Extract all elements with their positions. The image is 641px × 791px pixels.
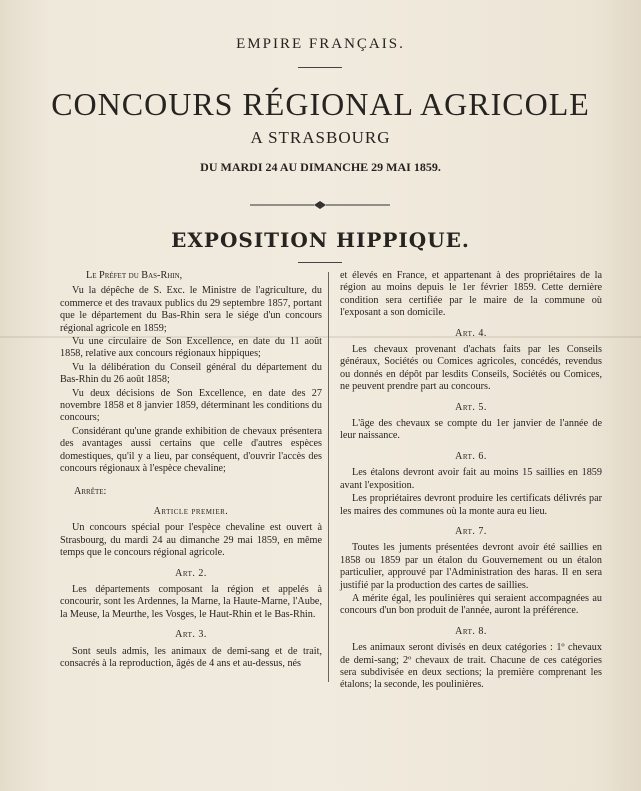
left-column [60, 270, 322, 671]
prefet-line: Le Préfet du Bas-Rhin, [86, 270, 183, 281]
main-title: CONCOURS RÉGIONAL AGRICOLE [51, 86, 590, 122]
short-rule [298, 262, 342, 263]
short-rule [298, 67, 342, 68]
article-heading: Art. 7. [455, 525, 487, 537]
blank-margin [0, 690, 641, 791]
section-title: EXPOSITION HIPPIQUE. [171, 228, 470, 252]
right-column [340, 270, 602, 693]
paragraph: Vu deux décisions de Son Excellence, en date des 27 novembre 1858 et 8 janvier 1859, déterminant les conditions du concours; [60, 387, 322, 424]
paragraph: Vu la dépêche de S. Exc. le Ministre de l'agriculture, du commerce et des travaux publics du 29 septembre 1857, portant que le département du Bas-Rhin sera le siége d'un concours régional agricole en 1859; [60, 285, 322, 334]
paragraph: Vu la délibération du Conseil général du département du Bas-Rhin du 26 août 1858; [60, 361, 322, 386]
date-range: DU MARDI 24 AU DIMANCHE 29 MAI 1859. [200, 160, 441, 174]
article-text: Un concours spécial pour l'espèce chevaline est ouvert à Strasbourg, du mardi 24 au dimanche 29 mai 1859, en même temps que le concours régional agricole. [60, 522, 322, 559]
article-heading: Art. 4. [455, 327, 487, 339]
article-text: A mérite égal, les poulinières qui seraient accompagnées au concours d'un bon produit de l'année, auront la préférence. [340, 592, 602, 617]
article-text: L'âge des chevaux se compte du 1er janvier de l'année de leur naissance. [340, 418, 602, 442]
article-text: Les étalons devront avoir fait au moins 15 saillies en 1859 avant l'exposition. [340, 467, 602, 491]
article-heading: Art. 8. [455, 625, 487, 637]
article-text: Les animaux seront divisés en deux catégories : 1º chevaux de demi-sang; 2º chevaux de trait. Chacune de ces catégories sera subdivisée en deux sections; la première comprenant les étalons; la seconde, les poulinières. [340, 642, 602, 691]
article-text: Les chevaux provenant d'achats faits par les Conseils généraux, Sociétés ou Comices agricoles, concédés, revendus ou donnés en dépôt par lesdits Conseils, Sociétés ou Comices, ne peuvent prendre part au concours. [340, 344, 602, 393]
paragraph: Vu une circulaire de Son Excellence, en date du 11 août 1858, relative aux concours régionaux hippiques; [60, 336, 322, 360]
article-heading: Art. 3. [175, 629, 207, 641]
empire-heading: EMPIRE FRANÇAIS. [236, 36, 405, 52]
ornament-rule [250, 201, 390, 209]
paragraph: Considérant qu'une grande exhibition de chevaux présentera des avantages aussi certains que celle d'autres espèces domestiques, qu'il y a lieu, par conséquent, d'ouvrir l'accès des concours régionaux à l'espèce chevaline; [60, 425, 322, 475]
article-heading: Article premier. [153, 505, 229, 517]
article-heading: Art. 6. [455, 450, 487, 462]
arrete-heading: Arrête: [74, 485, 107, 497]
column-divider [328, 272, 329, 682]
article-heading: Art. 5. [455, 401, 487, 413]
city-subtitle: A STRASBOURG [250, 128, 391, 147]
article-text: Toutes les juments présentées devront avoir été saillies en 1858 ou 1859 par un étalon du Gouvernement ou un étalon particulier, approuvé par l'Administration des haras. Il en sera justifié par la production des cartes de saillies. [340, 542, 602, 591]
article-text: et élevés en France, et appartenant à des propriétaires de la région au moins depuis le 1er février 1859. Cette dernière condition sera certifiée par le maire de la commune où l'exposant a son domicile. [340, 270, 602, 319]
article-heading: Art. 2. [175, 567, 207, 579]
article-text: Sont seuls admis, les animaux de demi-sang et de trait, consacrés à la reproduction, âgés de 4 ans et au-dessus, nés [60, 645, 322, 669]
article-text: Les départements composant la région et appelés à concourir, sont les Ardennes, la Marne, la Haute-Marne, l'Aube, la Meuse, la Meurthe, les Vosges, le Haut-Rhin et le Bas-Rhin. [60, 583, 322, 620]
article-text: Les propriétaires devront produire les certificats délivrés par les maires des communes où la monte aura eu lieu. [340, 493, 602, 517]
